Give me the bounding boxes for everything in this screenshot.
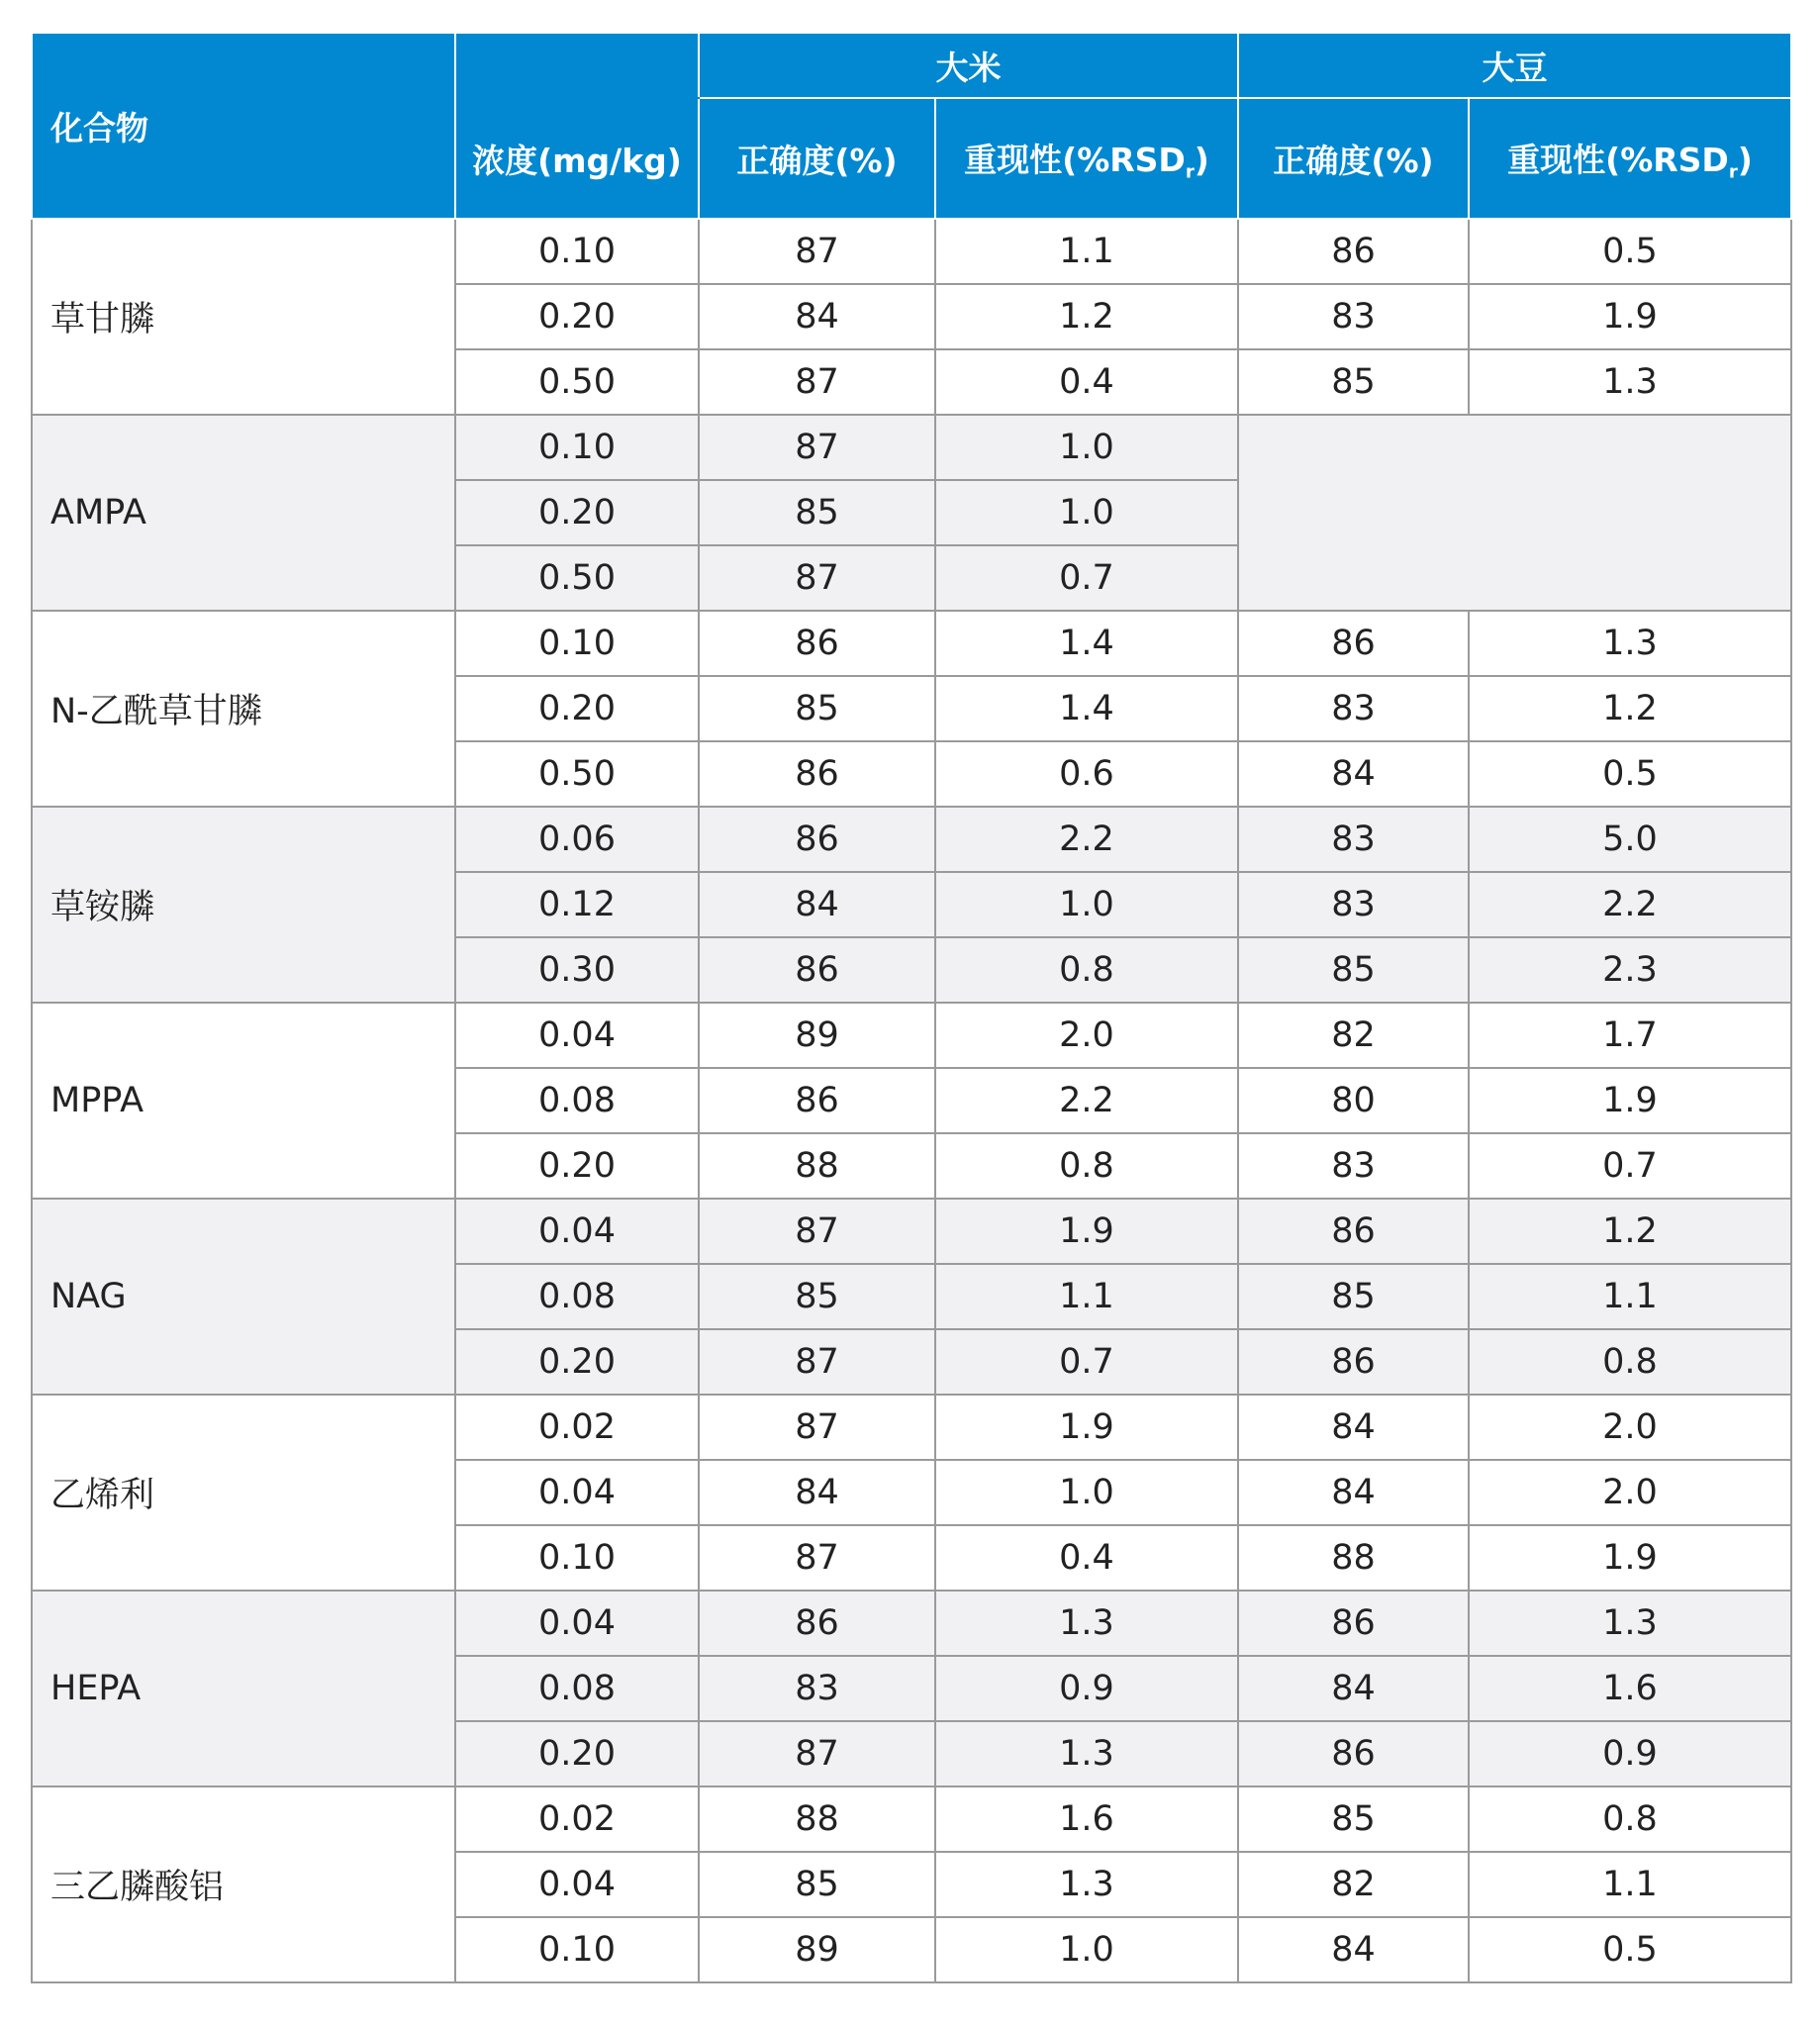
rice-accuracy-cell: 86 bbox=[699, 937, 935, 1003]
compound-name: 草甘膦 bbox=[32, 219, 455, 415]
rice-accuracy-cell: 87 bbox=[699, 349, 935, 415]
rice-accuracy-cell: 88 bbox=[699, 1786, 935, 1852]
compound-name: 草铵膦 bbox=[32, 807, 455, 1003]
rice-rsd-cell: 0.6 bbox=[935, 741, 1238, 807]
header-soybean: 大豆 bbox=[1238, 33, 1791, 98]
soy-rsd-cell: 1.9 bbox=[1469, 1525, 1791, 1591]
soy-rsd-cell: 1.2 bbox=[1469, 1199, 1791, 1264]
rice-rsd-cell: 1.0 bbox=[935, 1460, 1238, 1525]
concentration-cell: 0.10 bbox=[455, 219, 699, 284]
concentration-cell: 0.50 bbox=[455, 741, 699, 807]
repro-label: 重现性(%RSD bbox=[964, 140, 1186, 179]
soy-accuracy-cell: 83 bbox=[1238, 872, 1469, 937]
header-compound: 化合物 bbox=[32, 33, 455, 219]
rice-accuracy-cell: 84 bbox=[699, 872, 935, 937]
soy-accuracy-cell: 83 bbox=[1238, 284, 1469, 349]
rice-rsd-cell: 1.2 bbox=[935, 284, 1238, 349]
soy-rsd-cell: 1.2 bbox=[1469, 676, 1791, 741]
compound-name: 三乙膦酸铝 bbox=[32, 1786, 455, 1982]
concentration-cell: 0.20 bbox=[455, 1133, 699, 1199]
rice-rsd-cell: 1.1 bbox=[935, 219, 1238, 284]
concentration-cell: 0.10 bbox=[455, 415, 699, 480]
table-row bbox=[32, 1786, 1791, 1852]
repro-close: ) bbox=[1194, 140, 1209, 179]
rice-rsd-cell: 0.8 bbox=[935, 937, 1238, 1003]
header-concentration: 浓度(mg/kg) bbox=[455, 98, 699, 219]
table-row bbox=[32, 1003, 1791, 1068]
soy-rsd-cell: 0.5 bbox=[1469, 741, 1791, 807]
rice-accuracy-cell: 85 bbox=[699, 676, 935, 741]
rice-rsd-cell: 1.4 bbox=[935, 676, 1238, 741]
table-row bbox=[32, 1199, 1791, 1264]
concentration-cell: 0.04 bbox=[455, 1591, 699, 1656]
table-row bbox=[32, 611, 1791, 676]
soy-accuracy-cell: 85 bbox=[1238, 349, 1469, 415]
rice-rsd-cell: 0.8 bbox=[935, 1133, 1238, 1199]
rice-rsd-cell: 1.0 bbox=[935, 872, 1238, 937]
repro-label: 重现性(%RSD bbox=[1507, 140, 1729, 179]
soy-accuracy-cell: 86 bbox=[1238, 611, 1469, 676]
soy-rsd-cell: 0.8 bbox=[1469, 1329, 1791, 1395]
rice-accuracy-cell: 85 bbox=[699, 1264, 935, 1329]
soy-rsd-cell: 2.0 bbox=[1469, 1460, 1791, 1525]
table-row bbox=[32, 1395, 1791, 1460]
soy-rsd-cell: 1.1 bbox=[1469, 1264, 1791, 1329]
header-soy-reproducibility bbox=[1469, 98, 1791, 219]
compound-name: 乙烯利 bbox=[32, 1395, 455, 1591]
soy-accuracy-cell: 86 bbox=[1238, 1329, 1469, 1395]
rice-rsd-cell: 2.2 bbox=[935, 807, 1238, 872]
compound-name: HEPA bbox=[32, 1591, 455, 1786]
rice-accuracy-cell: 87 bbox=[699, 1329, 935, 1395]
header-rice-accuracy: 正确度(%) bbox=[699, 98, 935, 219]
soy-rsd-cell: 1.9 bbox=[1469, 1068, 1791, 1133]
rice-accuracy-cell: 86 bbox=[699, 1068, 935, 1133]
soybean-empty-cell bbox=[1238, 415, 1791, 611]
compound-name: AMPA bbox=[32, 415, 455, 611]
soy-rsd-cell: 1.9 bbox=[1469, 284, 1791, 349]
rice-rsd-cell: 1.0 bbox=[935, 480, 1238, 545]
rice-rsd-cell: 1.9 bbox=[935, 1199, 1238, 1264]
soy-accuracy-cell: 86 bbox=[1238, 219, 1469, 284]
rice-accuracy-cell: 84 bbox=[699, 284, 935, 349]
rice-rsd-cell: 0.9 bbox=[935, 1656, 1238, 1721]
soy-accuracy-cell: 85 bbox=[1238, 1786, 1469, 1852]
repro-subscript: r bbox=[1185, 161, 1195, 183]
rice-accuracy-cell: 86 bbox=[699, 611, 935, 676]
rice-rsd-cell: 1.0 bbox=[935, 415, 1238, 480]
rice-accuracy-cell: 87 bbox=[699, 1525, 935, 1591]
soy-accuracy-cell: 85 bbox=[1238, 937, 1469, 1003]
concentration-cell: 0.04 bbox=[455, 1003, 699, 1068]
rice-rsd-cell: 2.2 bbox=[935, 1068, 1238, 1133]
soy-rsd-cell: 1.1 bbox=[1469, 1852, 1791, 1917]
concentration-cell: 0.10 bbox=[455, 611, 699, 676]
rice-accuracy-cell: 87 bbox=[699, 415, 935, 480]
concentration-cell: 0.04 bbox=[455, 1199, 699, 1264]
table-row bbox=[32, 415, 1791, 480]
soy-accuracy-cell: 86 bbox=[1238, 1199, 1469, 1264]
soy-rsd-cell: 0.7 bbox=[1469, 1133, 1791, 1199]
compound-name: N-乙酰草甘膦 bbox=[32, 611, 455, 807]
concentration-cell: 0.20 bbox=[455, 676, 699, 741]
rice-accuracy-cell: 87 bbox=[699, 219, 935, 284]
table-row bbox=[32, 807, 1791, 872]
rice-accuracy-cell: 89 bbox=[699, 1917, 935, 1982]
soy-rsd-cell: 1.3 bbox=[1469, 611, 1791, 676]
soy-rsd-cell: 2.2 bbox=[1469, 872, 1791, 937]
concentration-cell: 0.10 bbox=[455, 1917, 699, 1982]
rice-accuracy-cell: 85 bbox=[699, 1852, 935, 1917]
soy-rsd-cell: 0.8 bbox=[1469, 1786, 1791, 1852]
concentration-cell: 0.20 bbox=[455, 1329, 699, 1395]
soy-accuracy-cell: 82 bbox=[1238, 1852, 1469, 1917]
concentration-cell: 0.02 bbox=[455, 1786, 699, 1852]
rice-accuracy-cell: 87 bbox=[699, 1199, 935, 1264]
soy-rsd-cell: 5.0 bbox=[1469, 807, 1791, 872]
concentration-cell: 0.04 bbox=[455, 1852, 699, 1917]
rice-rsd-cell: 1.6 bbox=[935, 1786, 1238, 1852]
soy-accuracy-cell: 83 bbox=[1238, 807, 1469, 872]
concentration-cell: 0.12 bbox=[455, 872, 699, 937]
rice-accuracy-cell: 87 bbox=[699, 1721, 935, 1786]
concentration-cell: 0.20 bbox=[455, 284, 699, 349]
soy-accuracy-cell: 80 bbox=[1238, 1068, 1469, 1133]
soy-accuracy-cell: 88 bbox=[1238, 1525, 1469, 1591]
rice-rsd-cell: 0.4 bbox=[935, 349, 1238, 415]
table-row bbox=[32, 219, 1791, 284]
repro-close: ) bbox=[1737, 140, 1753, 179]
header-soy-accuracy: 正确度(%) bbox=[1238, 98, 1469, 219]
concentration-cell: 0.08 bbox=[455, 1656, 699, 1721]
soy-rsd-cell: 2.0 bbox=[1469, 1395, 1791, 1460]
rice-rsd-cell: 1.1 bbox=[935, 1264, 1238, 1329]
soy-rsd-cell: 0.5 bbox=[1469, 1917, 1791, 1982]
rice-accuracy-cell: 88 bbox=[699, 1133, 935, 1199]
concentration-cell: 0.20 bbox=[455, 1721, 699, 1786]
rice-rsd-cell: 1.4 bbox=[935, 611, 1238, 676]
soy-accuracy-cell: 83 bbox=[1238, 676, 1469, 741]
concentration-cell: 0.10 bbox=[455, 1525, 699, 1591]
concentration-cell: 0.08 bbox=[455, 1068, 699, 1133]
soy-accuracy-cell: 86 bbox=[1238, 1721, 1469, 1786]
soy-accuracy-cell: 84 bbox=[1238, 1395, 1469, 1460]
table-row bbox=[32, 1591, 1791, 1656]
table-header bbox=[32, 33, 1791, 219]
rice-accuracy-cell: 86 bbox=[699, 807, 935, 872]
rice-accuracy-cell: 85 bbox=[699, 480, 935, 545]
header-rice-reproducibility bbox=[935, 98, 1238, 219]
soy-accuracy-cell: 85 bbox=[1238, 1264, 1469, 1329]
soy-rsd-cell: 1.3 bbox=[1469, 1591, 1791, 1656]
rice-accuracy-cell: 87 bbox=[699, 1395, 935, 1460]
rice-rsd-cell: 2.0 bbox=[935, 1003, 1238, 1068]
rice-accuracy-cell: 89 bbox=[699, 1003, 935, 1068]
soy-rsd-cell: 0.9 bbox=[1469, 1721, 1791, 1786]
concentration-cell: 0.30 bbox=[455, 937, 699, 1003]
soy-rsd-cell: 1.7 bbox=[1469, 1003, 1791, 1068]
rice-accuracy-cell: 87 bbox=[699, 545, 935, 611]
rice-rsd-cell: 1.9 bbox=[935, 1395, 1238, 1460]
header-blank-cell bbox=[455, 33, 699, 98]
concentration-cell: 0.50 bbox=[455, 545, 699, 611]
soy-rsd-cell: 1.6 bbox=[1469, 1656, 1791, 1721]
header-rice: 大米 bbox=[699, 33, 1238, 98]
soy-accuracy-cell: 84 bbox=[1238, 1917, 1469, 1982]
soy-rsd-cell: 2.3 bbox=[1469, 937, 1791, 1003]
concentration-cell: 0.50 bbox=[455, 349, 699, 415]
soy-accuracy-cell: 86 bbox=[1238, 1591, 1469, 1656]
compound-name: NAG bbox=[32, 1199, 455, 1395]
concentration-cell: 0.02 bbox=[455, 1395, 699, 1460]
table-body bbox=[32, 219, 1791, 1982]
soy-accuracy-cell: 83 bbox=[1238, 1133, 1469, 1199]
concentration-cell: 0.20 bbox=[455, 480, 699, 545]
results-table-wrapper bbox=[31, 32, 1790, 1983]
rice-rsd-cell: 1.0 bbox=[935, 1917, 1238, 1982]
soy-rsd-cell: 0.5 bbox=[1469, 219, 1791, 284]
concentration-cell: 0.08 bbox=[455, 1264, 699, 1329]
concentration-cell: 0.04 bbox=[455, 1460, 699, 1525]
rice-rsd-cell: 1.3 bbox=[935, 1721, 1238, 1786]
results-table bbox=[31, 32, 1792, 1983]
rice-rsd-cell: 1.3 bbox=[935, 1591, 1238, 1656]
compound-name: MPPA bbox=[32, 1003, 455, 1199]
soy-accuracy-cell: 84 bbox=[1238, 1460, 1469, 1525]
rice-rsd-cell: 0.4 bbox=[935, 1525, 1238, 1591]
rice-rsd-cell: 1.3 bbox=[935, 1852, 1238, 1917]
soy-rsd-cell: 1.3 bbox=[1469, 349, 1791, 415]
concentration-cell: 0.06 bbox=[455, 807, 699, 872]
rice-accuracy-cell: 84 bbox=[699, 1460, 935, 1525]
rice-accuracy-cell: 86 bbox=[699, 1591, 935, 1656]
repro-subscript: r bbox=[1728, 161, 1738, 183]
rice-rsd-cell: 0.7 bbox=[935, 545, 1238, 611]
soy-accuracy-cell: 84 bbox=[1238, 1656, 1469, 1721]
soy-accuracy-cell: 84 bbox=[1238, 741, 1469, 807]
rice-accuracy-cell: 83 bbox=[699, 1656, 935, 1721]
soy-accuracy-cell: 82 bbox=[1238, 1003, 1469, 1068]
rice-accuracy-cell: 86 bbox=[699, 741, 935, 807]
rice-rsd-cell: 0.7 bbox=[935, 1329, 1238, 1395]
